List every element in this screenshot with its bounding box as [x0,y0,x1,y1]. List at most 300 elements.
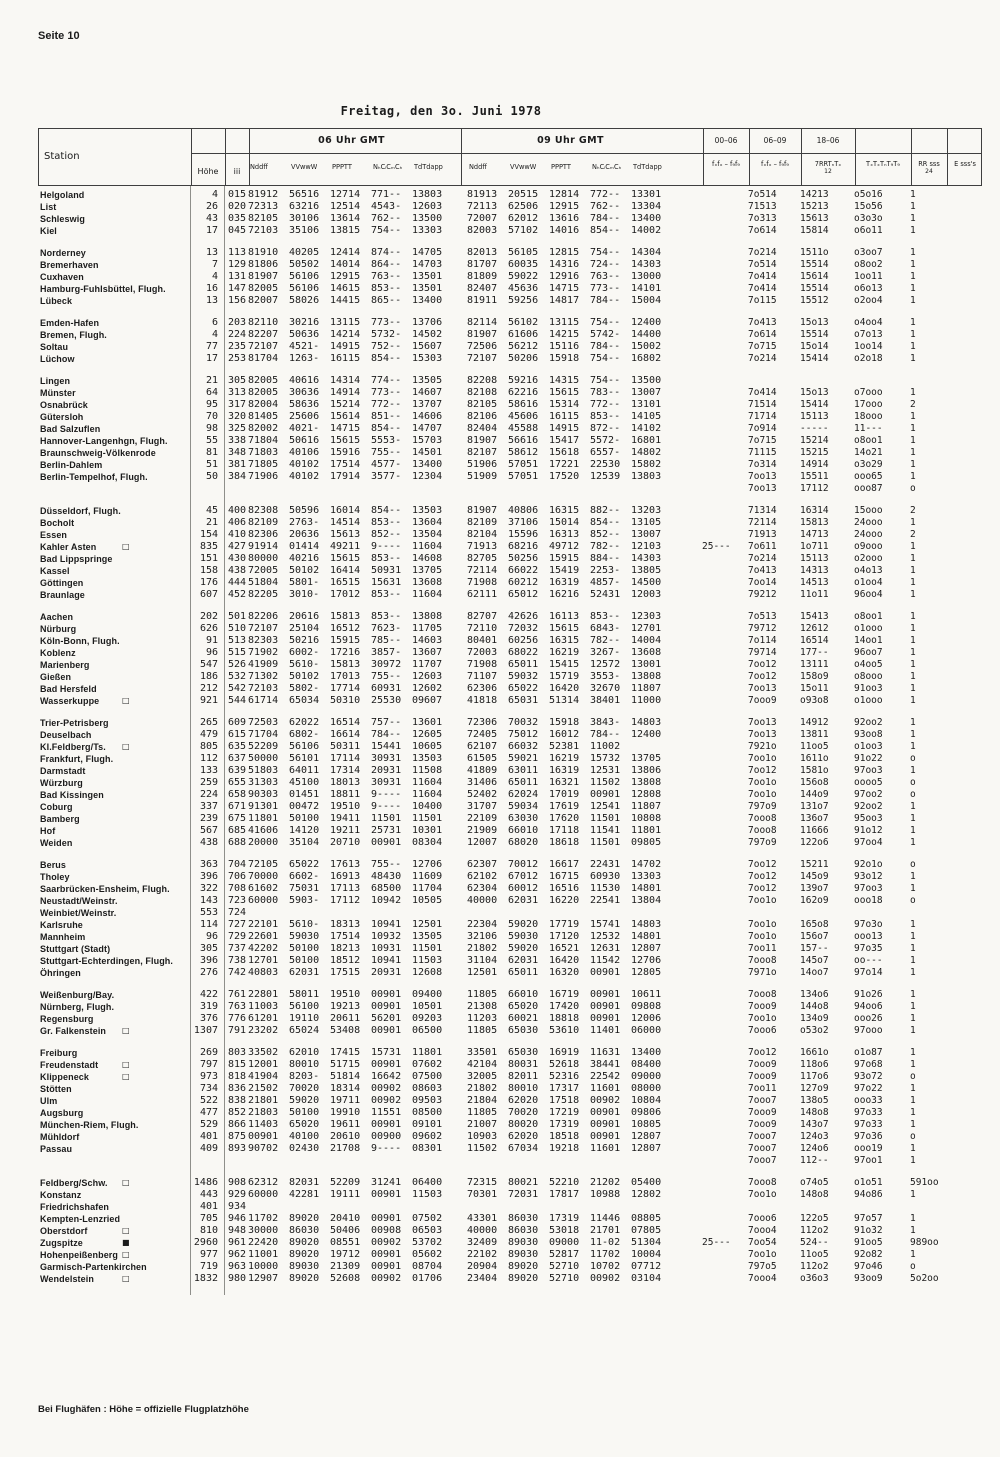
obs-09-group: 12706 [631,955,662,966]
obs-06-group: 13400 [412,459,443,470]
column-divider [190,186,191,1295]
obs-06-group [330,1155,371,1167]
station-name: Bad Salzuflen [40,424,101,434]
table-row [38,1189,982,1201]
summary-precip-group: 97o68 [854,1059,883,1070]
obs-06-group: 17515 [330,967,361,978]
obs-09-group: 53610 [549,1025,580,1036]
summary-state-group: o [910,1071,916,1082]
obs-06-group: 02430 [289,1143,320,1154]
station-name: Frankfurt, Flugh. [40,754,114,764]
station-number: 776 [228,1013,247,1024]
obs-06-group: 5553- [371,435,402,446]
station-number: 313 [228,387,247,398]
obs-09-group: 12006 [631,1013,662,1024]
obs-09-group: 13301 [631,189,662,200]
summary-temp-group: o93o8 [800,695,829,706]
station-number: 045 [228,225,247,236]
summary-precip-group: 97o14 [854,967,883,978]
summary-precip-group: ooo33 [854,1095,883,1106]
summary-wind-note [702,1177,748,1189]
obs-09-group: 12303 [631,611,662,622]
station-elevation: 77 [205,341,218,352]
obs-06-group: 00901 [371,837,402,848]
obs-06-group: 13608 [412,577,443,588]
obs-06-group: 11604 [412,777,443,788]
summary-wind-note [702,1189,748,1201]
summary-state-group: 1 [910,1025,916,1036]
summary-precip-group: 95oo3 [854,813,883,824]
summary-wind-note [702,1155,748,1167]
obs-06-group: 19411 [330,813,361,824]
summary-precip-group: o8oo2 [854,259,883,270]
obs-09-group: 59030 [508,931,539,942]
summary-7rr-group: 7oo12 [748,859,777,870]
table-row [38,1225,982,1237]
obs-09-group: 12916 [549,271,580,282]
obs-09-group: 17719 [549,919,580,930]
station-elevation: 13 [205,247,218,258]
summary-7rr-group: 797o5 [748,1261,777,1272]
obs-09-group: 11631 [590,1047,621,1058]
summary-precip-group: 97oo1 [854,1155,883,1166]
obs-06-group: 56106 [289,741,320,752]
obs-09-group: 16319 [549,765,580,776]
summary-precip-group: 93o72 [854,1071,883,1082]
summary-7rr-group: 7oo12 [748,765,777,776]
obs-06-group: 14914 [330,387,361,398]
obs-09-group: 56212 [508,341,539,352]
summary-temp-group: 157-- [800,943,829,954]
summary-wind-note [702,931,748,943]
summary-precip-group: o8ooo [854,671,883,682]
obs-09-group: 59034 [508,801,539,812]
station-number: 671 [228,801,247,812]
obs-09-group: 17118 [549,825,580,836]
obs-06-group: 21803 [248,1107,279,1118]
obs-06-group: 56101 [289,753,320,764]
obs-06-group: 90303 [248,789,279,800]
obs-06-group: 752-- [371,341,402,352]
obs-09-group: 09806 [631,1107,662,1118]
station-name: Berlin-Dahlem [40,460,103,470]
summary-state-group: 1 [910,329,916,340]
summary-precip-group: 96oo7 [854,647,883,658]
station-name: Stuttgart-Echterdingen, Flugh. [40,956,173,966]
obs-09-group: 12815 [549,247,580,258]
obs-06-group: 25731 [371,825,402,836]
obs-09-group: 11805 [467,1025,498,1036]
station-number: 615 [228,729,247,740]
obs-06-group: 00901 [371,989,402,1000]
table-row [38,931,982,943]
summary-temp-group: 14513 [800,577,829,588]
summary-temp-group: 145o7 [800,955,829,966]
summary-7rr-group: 7o214 [748,553,777,564]
obs-06-group: 853-- [371,283,402,294]
station-name: Kassel [40,566,70,576]
summary-wind-note [702,189,748,201]
summary-precip-group: o1ooo [854,695,883,706]
obs-06-group: 13303 [412,225,443,236]
summary-wind-note [702,399,748,411]
obs-09-group: 65030 [508,1047,539,1058]
obs-06-group: 65022 [289,859,320,870]
obs-09-group: 13105 [631,517,662,528]
summary-7rr-group: 7o514 [748,259,777,270]
table-row [38,1237,982,1249]
summary-7rr-group: 797o9 [748,801,777,812]
obs-09-group: 782-- [590,635,621,646]
summary-temp-group: 14713 [800,529,829,540]
obs-06-group: 72503 [248,717,279,728]
obs-06-group: 15813 [330,659,361,670]
summary-state-group: 1 [910,919,916,930]
summary-7rr-group: 7oo13 [748,683,777,694]
station-group [38,859,982,979]
obs-06-group: 60000 [248,1189,279,1200]
table-row [38,471,982,483]
obs-06-group: 82002 [248,423,279,434]
obs-06-group: 11604 [412,541,443,552]
obs-09-group: 81907 [467,435,498,446]
summary-precip-group: 14o21 [854,447,883,458]
obs-06-group: 18314 [330,1083,361,1094]
table-row [38,201,982,213]
table-row [38,1143,982,1155]
obs-06-group: 14514 [330,517,361,528]
obs-09-group: 00901 [590,989,621,1000]
obs-06-group: 7623- [371,623,402,634]
summary-precip-group: 15o56 [854,201,883,212]
obs-06-group: 14603 [412,635,443,646]
obs-09-group: 22102 [467,1249,498,1260]
obs-06-group: 19712 [330,1249,361,1260]
obs-06-group: 64011 [289,765,320,776]
summary-precip-group: o8oo1 [854,611,883,622]
summary-precip-group: 97o46 [854,1261,883,1272]
obs-06-group: 784-- [371,729,402,740]
obs-09-group: 14303 [631,553,662,564]
station-number: 962 [228,1249,247,1260]
station-name: Münster [40,388,76,398]
table-row [38,919,982,931]
obs-09-group: 60012 [508,883,539,894]
obs-09-group: 60035 [508,259,539,270]
summary-temp-group: 15514 [800,283,829,294]
obs-09-group: 81911 [467,295,498,306]
obs-06-group: 00901 [371,1189,402,1200]
summary-7rr-group: 7o514 [748,189,777,200]
obs-09-group: 3267- [590,647,621,658]
obs-09-group: 82108 [467,387,498,398]
obs-09-group: 14303 [631,259,662,270]
obs-09-group: 62102 [467,871,498,882]
station-number: 113 [228,247,247,258]
table-row [38,387,982,399]
column-header-rrsss [911,160,947,176]
obs-06-group: 07502 [412,1213,443,1224]
obs-06-group: 30636 [289,387,320,398]
obs-06-group: 08603 [412,1083,443,1094]
station-elevation: 1486 [193,1177,218,1188]
table-row [38,895,982,907]
summary-precip-group: 94oo6 [854,1001,883,1012]
table-row [38,837,982,849]
obs-09-group: 72506 [467,341,498,352]
summary-wind-note [702,483,748,495]
page-label: Seite 10 [38,30,80,42]
summary-state-group: 2 [910,505,916,516]
station-name: Kahler Asten □ [40,542,130,552]
obs-09-group: 14315 [549,375,580,386]
obs-09-group: 15116 [549,341,580,352]
column-header-nddff-06: Nddff [250,163,268,171]
obs-06-group: 70000 [248,871,279,882]
obs-09-group: 82407 [467,283,498,294]
obs-06-group: 12605 [412,729,443,740]
station-number: 934 [228,1201,247,1212]
obs-09-group: 12802 [631,1189,662,1200]
obs-09-group: 14400 [631,329,662,340]
summary-7rr-group: 7o715 [748,341,777,352]
summary-state-group: 1 [910,189,916,200]
obs-09-group: 62111 [467,589,498,600]
obs-06-group: 30931 [371,777,402,788]
station-group [38,611,982,707]
obs-09-group: 65020 [508,1001,539,1012]
summary-state-group: 1 [910,837,916,848]
station-elevation: 973 [199,1071,218,1082]
obs-06-group: 19910 [330,1107,361,1118]
obs-06-group: 14703 [412,259,443,270]
summary-wind-note [702,777,748,789]
obs-06-group: 61714 [248,695,279,706]
obs-09-group: 15419 [549,565,580,576]
obs-06-group: 9---- [371,1143,402,1154]
obs-06-group: 14915 [330,341,361,352]
obs-06-group: 11702 [248,1213,279,1224]
obs-09-group: 59216 [508,375,539,386]
obs-09-group: 71107 [467,671,498,682]
obs-09-group: 17620 [549,813,580,824]
obs-09-group: 13203 [631,505,662,516]
summary-wind-note [702,259,748,271]
obs-09-group: 15314 [549,399,580,410]
summary-7rr-group: 7o614 [748,329,777,340]
obs-06-group: 80000 [248,553,279,564]
obs-09-group: 16313 [549,529,580,540]
obs-06-group: 60000 [248,895,279,906]
obs-06-group: 14501 [412,447,443,458]
summary-temp-group: 158o9 [800,671,829,682]
obs-06-group: 11403 [248,1119,279,1130]
obs-09-group: 17420 [549,1001,580,1012]
obs-06-group: 854-- [371,353,402,364]
summary-wind-note [702,1025,748,1037]
table-row [38,353,982,365]
station-name: Coburg [40,802,73,812]
station-name: Trier-Petrisberg [40,718,109,728]
obs-06-group: 13501 [412,271,443,282]
summary-wind-note [702,1013,748,1025]
station-number: 515 [228,647,247,658]
summary-precip-group: 97oo3 [854,765,883,776]
obs-06-group: 15615 [330,435,361,446]
summary-7rr-group: 7oo1o [748,1249,777,1260]
station-elevation: 17 [205,353,218,364]
summary-precip-group: 11--- [854,423,883,434]
obs-09-group: 05400 [631,1177,662,1188]
obs-09-group: 2253- [590,565,621,576]
station-number: 427 [228,541,247,552]
obs-09-group: 60256 [508,635,539,646]
obs-06-group: 82110 [248,317,279,328]
station-elevation: 158 [199,565,218,576]
summary-7rr-group: 7ooo7 [748,1143,777,1154]
summary-temp-group: 14914 [800,459,829,470]
table-row [38,1107,982,1119]
obs-09-group: 12532 [590,931,621,942]
obs-06-group: 14606 [412,411,443,422]
obs-09-group: 12805 [631,967,662,978]
obs-06-group: 11704 [412,883,443,894]
station-elevation: 805 [199,741,218,752]
obs-09-group: 21701 [590,1225,621,1236]
table-row [38,213,982,225]
summary-7rr-group: 7ooo9 [748,1071,777,1082]
column-header-temps: TₓTₓTₙT₉T₉ [866,160,900,168]
obs-09-group: 07805 [631,1225,662,1236]
obs-09-group: 65011 [508,659,539,670]
station-number: 961 [228,1237,247,1248]
obs-09-group: 80010 [508,1083,539,1094]
station-elevation: 719 [199,1261,218,1272]
obs-09-group: 16319 [549,577,580,588]
obs-09-group: 10808 [631,813,662,824]
station-number: 348 [228,447,247,458]
obs-06-group: 71906 [248,471,279,482]
station-name: Bamberg [40,814,80,824]
summary-temp-group: 15512 [800,295,829,306]
summary-state-group: o [910,895,916,906]
station-elevation: 522 [199,1095,218,1106]
obs-09-group: 11801 [631,825,662,836]
summary-state-group: 1 [910,635,916,646]
obs-06-group: 864-- [371,259,402,270]
obs-06-group: 13115 [330,317,361,328]
summary-state-group: 1 [910,341,916,352]
obs-06-group: 21502 [248,1083,279,1094]
summary-wind-note [702,447,748,459]
obs-09-group: 66022 [508,565,539,576]
obs-06-group: 4521- [289,341,320,352]
station-elevation: 319 [199,1001,218,1012]
obs-09-group: 11203 [467,1013,498,1024]
table-row [38,907,982,919]
summary-precip-group: o1o51 [854,1177,883,1188]
obs-06-group: 62312 [248,1177,279,1188]
obs-06-group: 82005 [248,283,279,294]
obs-09-group: 57102 [508,225,539,236]
obs-09-group: 11541 [590,825,621,836]
obs-09-group: 40000 [467,1225,498,1236]
obs-06-group: 00902 [371,1083,402,1094]
obs-06-group: 13501 [412,283,443,294]
obs-09-group: 11805 [467,1107,498,1118]
station-name: Garmisch-Partenkirchen [40,1262,147,1272]
station-name: Neustadt/Weinstr. [40,896,118,906]
obs-09-group: 51909 [467,471,498,482]
obs-06-group [248,907,289,919]
obs-06-group: 81912 [248,189,279,200]
summary-7rr-group: 71513 [748,201,777,212]
station-number: 635 [228,741,247,752]
obs-06-group: 6802- [289,729,320,740]
obs-06-group: 16115 [330,353,361,364]
summary-wind-note [702,943,748,955]
summary-temp-group: 1611o [800,753,829,764]
summary-temp-group: 124o6 [800,1143,829,1154]
obs-06-group: 45100 [289,777,320,788]
summary-precip-group: o5o16 [854,189,883,200]
column-header-hoehe: Höhe [197,167,219,176]
summary-precip-group: 91o26 [854,989,883,1000]
summary-7rr-group: 7ooo8 [748,1177,777,1188]
table-row [38,871,982,883]
obs-06-group: 5732- [371,329,402,340]
station-elevation: 396 [199,871,218,882]
summary-temp-group: 15o13 [800,387,829,398]
obs-09-group [590,907,631,919]
obs-09-group: 32670 [590,683,621,694]
obs-06-group: 14214 [330,329,361,340]
summary-temp-group: 134o6 [800,989,829,1000]
obs-09-group: 51906 [467,459,498,470]
summary-precip-group [854,1201,910,1213]
station-number: 410 [228,529,247,540]
summary-state-group: 1 [910,717,916,728]
station-elevation: 265 [199,717,218,728]
table-row [38,1059,982,1071]
station-name: Zugspitze ■ [40,1238,130,1248]
obs-06-group: 25530 [371,695,402,706]
station-number: 637 [228,753,247,764]
obs-06-group: 19510 [330,989,361,1000]
summary-7rr-group: 7oo12 [748,659,777,670]
station-name: Göttingen [40,578,84,588]
obs-06-group: 853-- [371,553,402,564]
obs-09-group: 20904 [467,1261,498,1272]
obs-06-group: 82007 [248,295,279,306]
summary-precip-group: o6o13 [854,283,883,294]
obs-09-group: 42104 [467,1059,498,1070]
obs-09-group: 70020 [508,1107,539,1118]
station-name: Lüchow [40,354,75,364]
obs-06-group: 82205 [248,589,279,600]
obs-06-group: 20610 [330,1131,361,1142]
summary-wind-note [702,671,748,683]
obs-06-group: 13607 [412,647,443,658]
obs-06-group: 19711 [330,1095,361,1106]
summary-wind-note [702,1273,748,1285]
column-divider [911,129,912,185]
summary-temp-group: 15614 [800,271,829,282]
obs-06-group [412,907,453,919]
station-number: 723 [228,895,247,906]
obs-06-group [371,483,412,495]
obs-06-group: 50100 [289,955,320,966]
